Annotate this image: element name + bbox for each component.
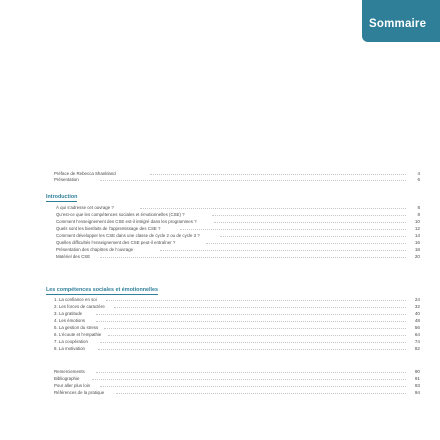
toc-leader [100, 257, 406, 258]
toc-page-number: 12 [414, 226, 420, 231]
section-title-competences [46, 287, 158, 295]
toc-entry-label: 1. La confiance en soi [54, 297, 97, 302]
toc-entry-label: Présentation [54, 177, 79, 182]
toc-leader [104, 328, 406, 329]
toc-leader [100, 342, 406, 343]
toc-page-number: 18 [414, 247, 420, 252]
section-title-introduction [46, 194, 77, 202]
toc-leader [96, 321, 406, 322]
toc-page-number: 40 [414, 311, 420, 316]
toc-entry-label: 3. La gratitude [54, 311, 83, 316]
toc-leader [116, 393, 406, 394]
toc-leader [212, 215, 406, 216]
toc-leader [96, 372, 406, 373]
section-underline [46, 294, 158, 295]
toc-page-number: 64 [414, 332, 420, 337]
toc-entry[interactable] [0, 254, 440, 263]
toc-entry-label: Pour aller plus loin [54, 383, 91, 388]
toc-page-number: 8 [417, 205, 420, 210]
toc-page-number: 8 [417, 212, 420, 217]
toc-entry-label: Références de la pratique [54, 390, 105, 395]
toc-page-number: 4 [417, 171, 420, 176]
toc-entry-label: 8. La motivation [54, 346, 85, 351]
toc-leader [220, 236, 406, 237]
toc-leader [206, 243, 406, 244]
toc-entry-label: Présentation des chapitres de l’ouvrage [56, 247, 134, 252]
toc-entry-label: Qu’est-ce que les compétences sociales et émotionnelles (CSE) ? [56, 212, 185, 217]
toc-entry-label: Quels sont les bienfaits de l’apprentissage des CSE ? [56, 226, 161, 231]
toc-entry-label: Préface de Rebecca Shankland [54, 171, 116, 176]
toc-leader [140, 208, 406, 209]
toc-leader [100, 180, 406, 181]
toc-entry-label: 5. La gestion du stress [54, 325, 99, 330]
toc-page-number: 74 [414, 339, 420, 344]
toc-entry-label: 7. La coopération [54, 339, 88, 344]
toc-entry-presentation[interactable] [0, 177, 440, 186]
toc-leader [114, 307, 406, 308]
toc-page-number: 10 [414, 219, 420, 224]
sommaire-banner [362, 0, 440, 42]
toc-page-number: 14 [414, 233, 420, 238]
toc-entry-label: Comment l’enseignement des CSE est-il intégré dans les programmes ? [56, 219, 197, 224]
toc-leader [100, 386, 406, 387]
toc-leader [160, 250, 406, 251]
toc-page-number: 82 [414, 346, 420, 351]
toc-leader [106, 300, 406, 301]
toc-entry-label: 6. L’écoute et l’empathie [54, 332, 102, 337]
toc-leader [96, 314, 406, 315]
toc-entry-label: Remerciements [54, 369, 85, 374]
toc-entry-label: À qui s’adresse cet ouvrage ? [56, 205, 114, 210]
toc-leader [214, 222, 406, 223]
toc-leader [98, 349, 406, 350]
section-title-text: Introduction [46, 194, 78, 200]
toc-page-number: 16 [414, 240, 420, 245]
toc-entry-label: Bibliographie [54, 376, 80, 381]
toc-page-number: 20 [414, 254, 420, 259]
toc-leader [92, 379, 406, 380]
toc-page-number: 91 [414, 376, 420, 381]
toc-entry-references[interactable] [0, 390, 440, 399]
toc-entry-label: 2. Les forces de caractère [54, 304, 105, 309]
page-title: Sommaire [369, 18, 427, 30]
toc-leader [150, 174, 406, 175]
toc-entry-label: 4. Les émotions [54, 318, 85, 323]
toc-leader [180, 229, 406, 230]
toc-entry[interactable] [0, 346, 440, 355]
toc-page-number: 93 [414, 383, 420, 388]
toc-page-number: 32 [414, 304, 420, 309]
toc-page-number: 56 [414, 325, 420, 330]
toc-page-number: 6 [417, 177, 420, 182]
toc-entry-label: Comment développer les CSE dans une classe de cycle 2 ou de cycle 3 ? [56, 233, 200, 238]
toc-page-number: 24 [414, 297, 420, 302]
section-title-text: Les compétences sociales et émotionnelles [46, 287, 159, 293]
toc-entry-label: Matériel des CSE [56, 254, 91, 259]
toc-page-number: 90 [414, 369, 420, 374]
toc-page-number: 94 [414, 390, 420, 395]
toc-entry-label: Quelles difficultés l’enseignement des CSE peut-il entraîner ? [56, 240, 176, 245]
toc-leader [108, 335, 406, 336]
section-underline [46, 201, 77, 202]
toc-page-number: 48 [414, 318, 420, 323]
